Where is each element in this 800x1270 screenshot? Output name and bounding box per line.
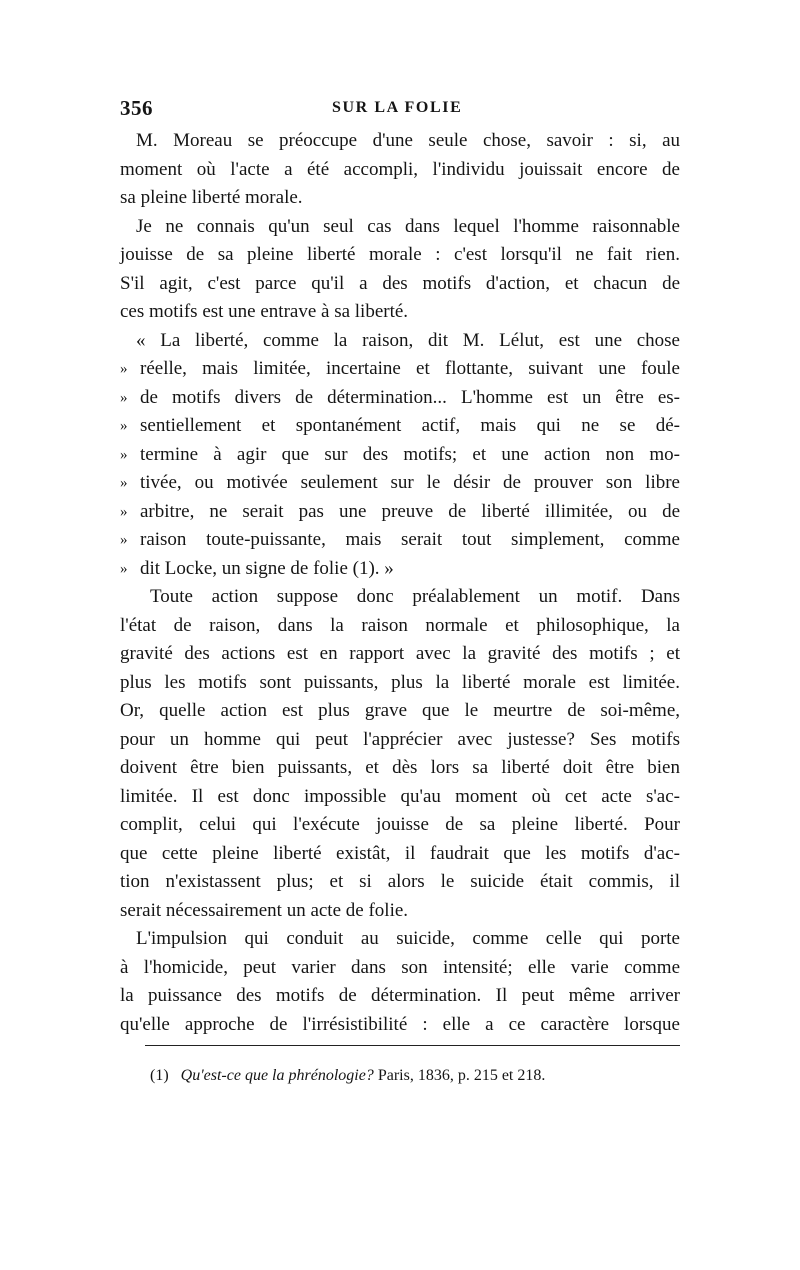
quote-line	[120, 355, 680, 384]
text-line: M. Moreau se préoccupe d'une seule chose, savoir : si, au	[136, 130, 680, 151]
text-line: complit, celui qui l'exécute jouisse de sa pleine liberté. Pour	[120, 814, 680, 835]
text-line: limitée. Il est donc impossible qu'au moment où cet acte s'ac-	[120, 785, 680, 807]
quote-line: « La liberté, comme la raison, dit M. Lélut, est une chose	[136, 329, 680, 351]
footnote-divider	[145, 1045, 680, 1046]
quote-line-text: termine à agir que sur des motifs; et une action non mo-	[140, 443, 680, 465]
quote-line	[120, 441, 680, 470]
quote-mark: »	[120, 389, 128, 406]
text-line: Toute action suppose donc préalablement un motif. Dans	[150, 586, 680, 607]
text-line: qu'elle approche de l'irrésistibilité : elle a ce caractère lorsque	[120, 1013, 680, 1035]
quote-line	[120, 526, 680, 555]
text-line: serait nécessairement un acte de folie.	[120, 899, 409, 921]
text-line: sa pleine liberté morale.	[120, 187, 303, 208]
text-line: l'état de raison, dans la raison normale et philosophique, la	[120, 614, 680, 636]
text-line: que cette pleine liberté existât, il faudrait que les motifs d'ac-	[120, 842, 680, 864]
quote-mark: »	[120, 475, 128, 491]
quote-line-text: tivée, ou motivée seulement sur le désir de prouver son libre	[140, 472, 680, 493]
footnote-title: Qu'est-ce que la phrénologie?	[180, 1067, 374, 1084]
running-title: SUR LA FOLIE	[332, 99, 463, 116]
quote-mark: »	[120, 361, 128, 377]
text-line: jouisse de sa pleine liberté morale : c'est lorsqu'il ne fait rien.	[120, 244, 680, 265]
quote-mark: »	[120, 446, 128, 463]
quote-line-text: de motifs divers de détermination... L'homme est un être es-	[140, 386, 680, 408]
quote-line-text: réelle, mais limitée, incertaine et flottante, suivant une foule	[140, 358, 680, 379]
text-line: plus les motifs sont puissants, plus la liberté morale est limitée.	[120, 671, 680, 693]
running-head	[120, 96, 680, 120]
text-line: Je ne connais qu'un seul cas dans lequel l'homme raisonnable	[136, 215, 680, 237]
footnote-citation: Paris, 1836, p. 215 et 218.	[377, 1067, 546, 1084]
quote-line-text: sentiellement et spontanément actif, mais qui ne se dé-	[140, 415, 680, 436]
text-line: moment où l'acte a été accompli, l'individu jouissait encore de	[120, 158, 680, 180]
quote-line-text: dit Locke, un signe de folie (1). »	[140, 557, 394, 579]
quote-line-text: arbitre, ne serait pas une preuve de liberté illimitée, ou de	[140, 500, 680, 522]
quote-line	[120, 498, 680, 527]
quote-mark: »	[120, 560, 128, 577]
text-line: gravité des actions est en rapport avec la gravité des motifs ; et	[120, 643, 680, 664]
footnote-number: (1)	[150, 1067, 169, 1084]
body-text	[120, 127, 680, 1039]
text-line: à l'homicide, peut varier dans son intensité; elle varie comme	[120, 956, 680, 978]
quote-mark: »	[120, 503, 128, 520]
text-line: la puissance des motifs de détermination. Il peut même arriver	[120, 985, 680, 1006]
quote-line	[120, 384, 680, 413]
text-line: doivent être bien puissants, et dès lors sa liberté doit être bien	[120, 757, 680, 778]
text-line: ces motifs est une entrave à sa liberté.	[120, 301, 409, 322]
quote-mark: »	[120, 418, 128, 434]
quote-line-text: raison toute-puissante, mais serait tout simplement, comme	[140, 529, 680, 550]
text-line: tion n'existassent plus; et si alors le suicide était commis, il	[120, 871, 680, 892]
text-line: pour un homme qui peut l'apprécier avec justesse? Ses motifs	[120, 728, 680, 750]
footnote	[150, 1067, 545, 1085]
text-line: S'il agit, c'est parce qu'il a des motifs d'action, et chacun de	[120, 272, 680, 294]
text-line: L'impulsion qui conduit au suicide, comme celle qui porte	[136, 928, 680, 949]
quote-line	[120, 469, 680, 498]
quote-line	[120, 412, 680, 441]
quote-mark: »	[120, 532, 128, 548]
page-number: 356	[120, 96, 153, 120]
quote-line	[120, 555, 680, 584]
text-line: Or, quelle action est plus grave que le meurtre de soi-même,	[120, 700, 680, 721]
